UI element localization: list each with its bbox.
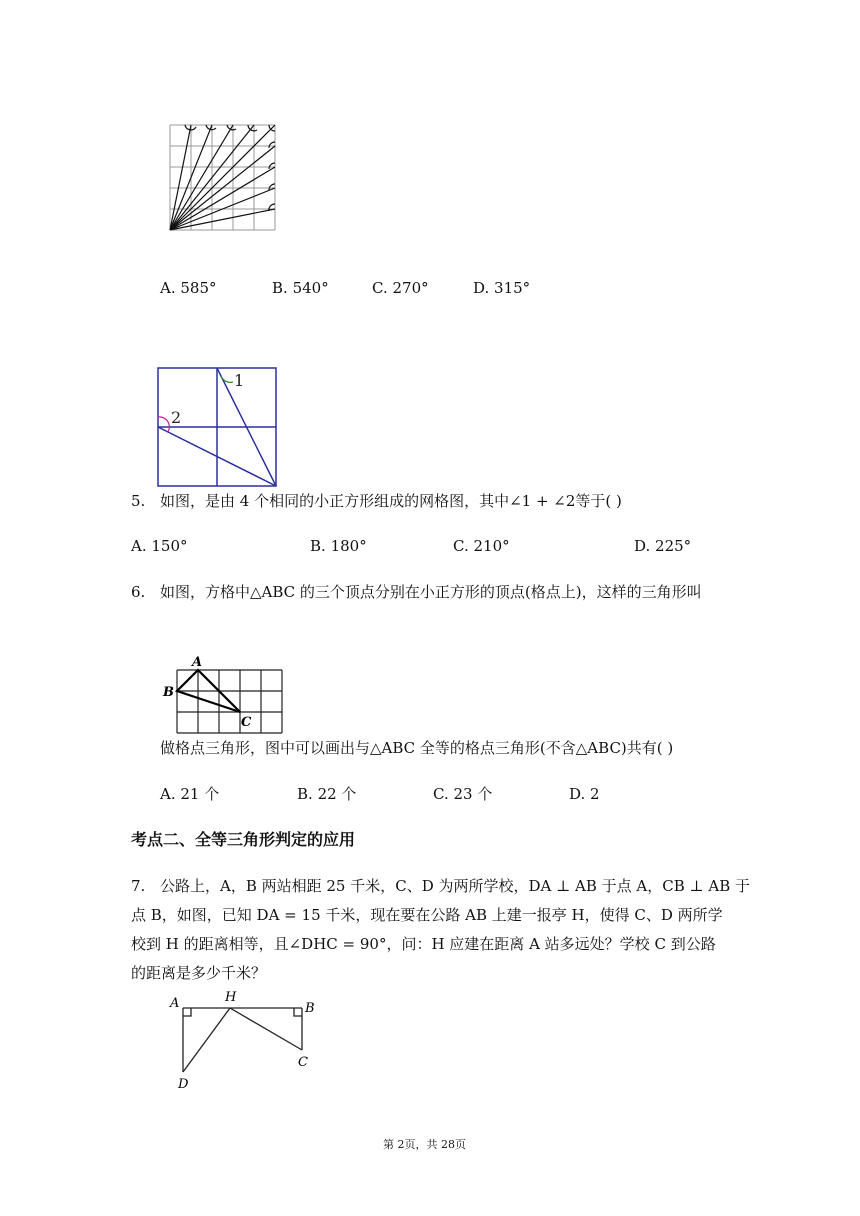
option-text: 585° bbox=[180, 279, 217, 297]
q5-figure bbox=[155, 365, 285, 490]
option-text: 315° bbox=[494, 279, 531, 297]
vertex-c-label: C bbox=[241, 715, 252, 730]
option-letter: C. bbox=[433, 785, 449, 803]
option-letter: B. bbox=[272, 279, 288, 297]
option-letter: A. bbox=[131, 537, 147, 555]
q4-option-d bbox=[473, 278, 530, 298]
point-c-label: C bbox=[298, 1055, 308, 1070]
q5-option-c bbox=[453, 536, 510, 556]
option-letter: D. bbox=[569, 785, 586, 803]
option-letter: D. bbox=[634, 537, 651, 555]
q5-option-a bbox=[131, 536, 188, 556]
option-text: 270° bbox=[392, 279, 429, 297]
q4-option-b bbox=[272, 278, 329, 298]
option-letter: B. bbox=[297, 785, 313, 803]
option-text: 225° bbox=[655, 537, 692, 555]
option-letter: C. bbox=[453, 537, 469, 555]
q4-figure bbox=[165, 120, 285, 235]
q4-option-c bbox=[372, 278, 429, 298]
point-b-label: B bbox=[305, 1001, 315, 1016]
angle1-label: 1 bbox=[234, 371, 245, 390]
option-text: 180° bbox=[330, 537, 367, 555]
q7-line1: 公路上，A，B 两站相距 25 千米，C、D 为两所学校，DA ⊥ AB 于点 A，CB ⊥ AB 于 bbox=[160, 877, 751, 895]
option-text: 21 个 bbox=[180, 785, 220, 803]
q5-stem: 如图，是由 4 个相同的小正方形组成的网格图，其中∠1 + ∠2等于( ) bbox=[160, 492, 622, 510]
option-letter: D. bbox=[473, 279, 490, 297]
vertex-b-label: B bbox=[163, 685, 174, 700]
q6-option-a bbox=[160, 784, 219, 804]
option-letter: B. bbox=[310, 537, 326, 555]
option-text: 540° bbox=[292, 279, 329, 297]
option-text: 210° bbox=[473, 537, 510, 555]
q6-stem-line1: 如图，方格中△ABC 的三个顶点分别在小正方形的顶点(格点上)，这样的三角形叫 bbox=[160, 583, 702, 601]
q6-option-c bbox=[433, 784, 492, 804]
vertex-a-label: A bbox=[192, 655, 203, 670]
q6-figure bbox=[160, 654, 285, 734]
option-text: 150° bbox=[151, 537, 188, 555]
q7-line3: 校到 H 的距离相等，且∠DHC = 90°，问：H 应建在距离 A 站多远处？学校 C 到公路 bbox=[131, 935, 716, 953]
angle2-label: 2 bbox=[171, 408, 182, 427]
q7-line2: 点 B，如图，已知 DA = 15 千米，现在要在公路 AB 上建一报亭 H，使得 C、D 两所学 bbox=[131, 906, 723, 924]
option-text: 2 bbox=[590, 785, 600, 803]
q5-option-b bbox=[310, 536, 367, 556]
option-letter: A. bbox=[160, 279, 176, 297]
q6-option-b bbox=[297, 784, 356, 804]
q5-number: 5. bbox=[131, 492, 146, 510]
option-text: 22 个 bbox=[317, 785, 357, 803]
section-heading: 考点二、全等三角形判定的应用 bbox=[131, 830, 356, 849]
point-d-label: D bbox=[178, 1077, 189, 1092]
q6-number: 6. bbox=[131, 583, 146, 601]
option-letter: C. bbox=[372, 279, 388, 297]
page-footer: 第 2页，共 28页 bbox=[383, 1138, 466, 1151]
q6-option-d bbox=[569, 784, 600, 804]
option-text: 23 个 bbox=[453, 785, 493, 803]
point-a-label: A bbox=[170, 996, 180, 1011]
option-letter: A. bbox=[160, 785, 176, 803]
q5-option-d bbox=[634, 536, 691, 556]
q6-stem-line2: 做格点三角形，图中可以画出与△ABC 全等的格点三角形(不含△ABC)共有( ) bbox=[160, 739, 674, 757]
q7-number: 7. bbox=[131, 877, 146, 895]
point-h-label: H bbox=[225, 990, 237, 1005]
q4-option-a bbox=[160, 278, 217, 298]
q7-line4: 的距离是多少千米？ bbox=[131, 964, 267, 982]
q7-figure bbox=[165, 988, 325, 1098]
